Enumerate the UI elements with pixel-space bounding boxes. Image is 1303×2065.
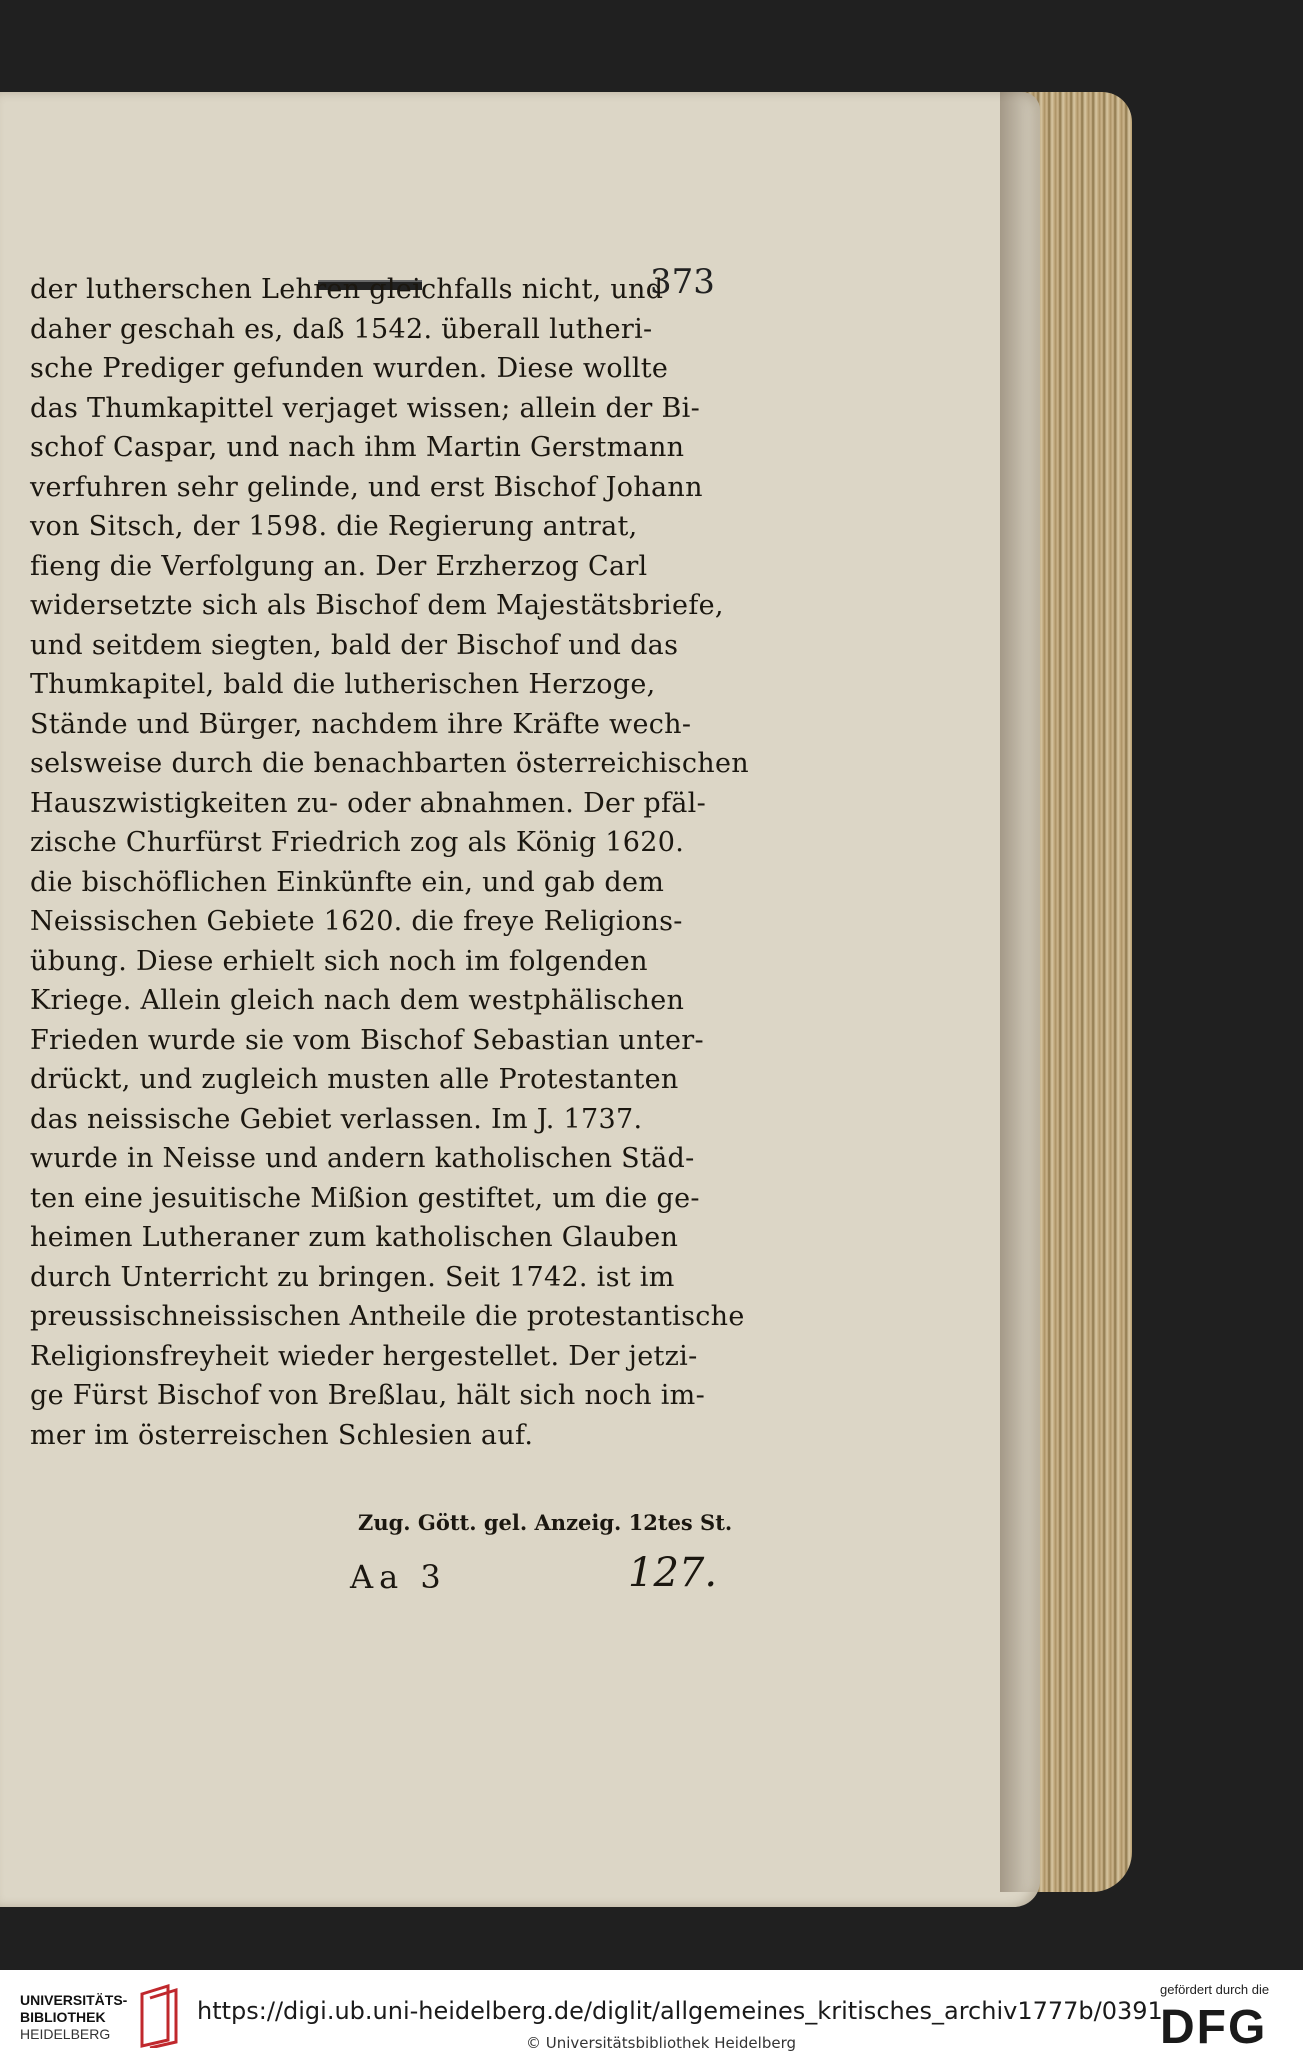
text-line: zische Churfürst Friedrich zog als König 1620. bbox=[30, 827, 685, 858]
signature-mark: Aa 3 bbox=[350, 1558, 447, 1596]
text-line: das Thumkapittel verjaget wissen; allein der Bi- bbox=[30, 392, 700, 424]
text-line: ten eine jesuitische Mißion gestiftet, um die ge- bbox=[30, 1182, 700, 1214]
funding-label: gefördert durch die bbox=[1160, 1982, 1270, 1997]
text-line: Stände und Bürger, nachdem ihre Kräfte wech- bbox=[30, 708, 692, 740]
text-line: Thumkapitel, bald die lutherischen Herzoge, bbox=[30, 669, 656, 700]
source-url-link[interactable]: https://digi.ub.uni-heidelberg.de/diglit/allgemeines_kritisches_archiv1777b/0391 bbox=[197, 1997, 1163, 2025]
text-line: mer im österreischen Schlesien auf. bbox=[30, 1419, 534, 1451]
text-line: Frieden wurde sie vom Bischof Sebastian unter- bbox=[30, 1024, 704, 1056]
footer-bar bbox=[0, 1970, 1303, 2065]
text-line: heimen Lutheraner zum katholischen Glauben bbox=[30, 1222, 679, 1253]
text-line: preussischneissischen Antheile die protestantische bbox=[30, 1301, 745, 1332]
text-line: und seitdem siegten, bald der Bischof und das bbox=[30, 629, 679, 661]
text-line: fieng die Verfolgung an. Der Erzherzog Carl bbox=[30, 550, 648, 582]
text-line: ge Fürst Bischof von Breßlau, hält sich noch im- bbox=[30, 1380, 706, 1411]
library-logo-text bbox=[20, 1992, 127, 2043]
library-line-2: BIBLIOTHEK bbox=[20, 2009, 106, 2025]
text-line: Neissischen Gebiete 1620. die freye Religions- bbox=[30, 906, 683, 937]
text-line: schof Caspar, und nach ihm Martin Gerstmann bbox=[30, 432, 685, 463]
text-line: das neissische Gebiet verlassen. Im J. 1737. bbox=[30, 1103, 643, 1135]
text-line: drückt, und zugleich musten alle Protestanten bbox=[30, 1064, 679, 1095]
text-line: daher geschah es, daß 1542. überall lutheri- bbox=[30, 313, 653, 345]
dfg-logo: DFG bbox=[1160, 2001, 1268, 2054]
text-line: von Sitsch, der 1598. die Regierung antrat, bbox=[30, 511, 638, 542]
library-line-3: HEIDELBERG bbox=[20, 2026, 111, 2042]
text-line: übung. Diese erhielt sich noch im folgenden bbox=[30, 945, 648, 977]
text-line: durch Unterricht zu bringen. Seit 1742. ist im bbox=[30, 1261, 675, 1293]
text-line: die bischöflichen Einkünfte ein, und gab dem bbox=[30, 866, 665, 898]
text-line: der lutherschen Lehren gleichfalls nicht, und bbox=[30, 274, 664, 305]
text-line: wurde in Neisse und andern katholischen Städ- bbox=[30, 1143, 695, 1174]
text-line: Hauszwistigkeiten zu- oder abnahmen. Der pfäl- bbox=[30, 787, 707, 819]
copyright-notice: © Universitätsbibliothek Heidelberg bbox=[526, 2034, 797, 2052]
page-shadow bbox=[1000, 92, 1040, 1892]
text-line: selsweise durch die benachbarten österreichischen bbox=[30, 748, 749, 779]
text-line: Kriege. Allein gleich nach dem westphälischen bbox=[30, 985, 685, 1016]
text-line: sche Prediger gefunden wurden. Diese wollte bbox=[30, 353, 669, 384]
library-logo-icon bbox=[138, 1984, 182, 2048]
source-citation: Zug. Gött. gel. Anzeig. 12tes St. bbox=[358, 1510, 733, 1535]
catchword: 127. bbox=[628, 1550, 718, 1596]
library-line-1: UNIVERSITÄTS- bbox=[20, 1992, 128, 2008]
text-line: verfuhren sehr gelinde, und erst Bischof Johann bbox=[30, 471, 703, 503]
text-line: Religionsfreyheit wieder hergestellet. Der jetzi- bbox=[30, 1340, 698, 1372]
text-line: widersetzte sich als Bischof dem Majestätsbriefe, bbox=[30, 590, 724, 621]
body-text bbox=[30, 270, 749, 1455]
page-number: 373 bbox=[650, 262, 715, 302]
